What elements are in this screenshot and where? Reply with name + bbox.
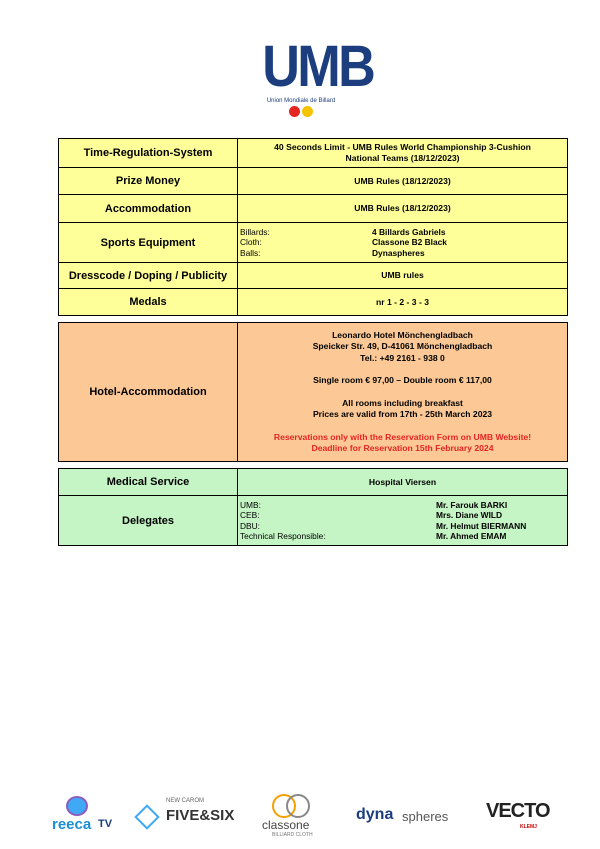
- delegate-org: DBU:: [240, 520, 261, 531]
- reeca-tv-text: TV: [98, 818, 113, 830]
- prize-money-label: Prize Money: [59, 168, 238, 195]
- delegate-org: Technical Responsible:: [240, 531, 326, 541]
- row-accommodation: [59, 195, 568, 223]
- umb-logo-subtitle: Union Mondiale de Billard: [266, 98, 336, 104]
- time-regulation-line2: National Teams (18/12/2023): [345, 153, 460, 163]
- sports-equipment-label: Sports Equipment: [59, 223, 238, 263]
- fivesix-text: FIVE&SIX: [166, 807, 235, 824]
- delegate-name: Mr. Farouk BARKI: [436, 499, 508, 510]
- dresscode-value: UMB rules: [238, 263, 568, 289]
- hotel-value: [238, 323, 568, 462]
- diamond-icon: [134, 804, 159, 829]
- delegate-item: [240, 510, 565, 521]
- vector-logo: [486, 800, 550, 834]
- reservation-warning: Reservations only with the Reservation Form on UMB Website!: [273, 431, 532, 442]
- accommodation-value: UMB Rules (18/12/2023): [238, 195, 568, 223]
- services-table: [58, 468, 568, 546]
- equipment-item: [240, 227, 565, 238]
- umb-logo: [258, 34, 374, 118]
- equipment-key: Cloth:: [240, 237, 262, 248]
- dresscode-label: Dresscode / Doping / Publicity: [59, 263, 238, 289]
- reservation-deadline: Deadline for Reservation 15th February 2024: [311, 443, 494, 453]
- umb-logo-dots: [258, 106, 344, 118]
- time-regulation-line1: 40 Seconds Limit - UMB Rules World Championship 3-Cushion: [274, 142, 531, 152]
- accommodation-label: Accommodation: [59, 195, 238, 223]
- hotel-rates: Single room € 97,00 – Double room € 117,00: [313, 375, 492, 385]
- dynaspheres-logo: [356, 806, 468, 828]
- row-prize-money: [59, 168, 568, 195]
- classone-logo: [260, 792, 326, 838]
- reeca-tv-icon: [66, 796, 88, 816]
- time-regulation-value: [238, 139, 568, 168]
- delegate-item: [240, 500, 565, 511]
- delegate-name: Mr. Ahmed EMAM: [436, 531, 507, 541]
- classone-sub-text: BILLIARD CLOTH: [272, 832, 313, 838]
- reeca-tv-logo: [52, 792, 118, 836]
- equipment-val: Dynaspheres: [372, 247, 425, 258]
- medals-label: Medals: [59, 289, 238, 316]
- hotel-tel: Tel.: +49 2161 - 938 0: [360, 352, 445, 363]
- hotel-address: Speicker Str. 49, D-41061 Mönchengladbach: [312, 341, 493, 351]
- yellow-dot-icon: [302, 106, 313, 117]
- equipment-val: Classone B2 Black: [372, 237, 447, 248]
- sports-equipment-value: [238, 223, 568, 263]
- row-sports-equipment: [59, 223, 568, 263]
- row-medical: [59, 469, 568, 496]
- five-and-six-logo: [136, 798, 244, 834]
- prize-money-value: UMB Rules (18/12/2023): [238, 168, 568, 195]
- medical-value: Hospital Viersen: [238, 469, 568, 496]
- red-dot-icon: [289, 106, 300, 117]
- hotel-validity: Prices are valid from 17th - 25th March 2023: [312, 409, 493, 419]
- time-regulation-label: Time-Regulation-System: [59, 139, 238, 168]
- equipment-item: [240, 248, 565, 259]
- equipment-val: 4 Billards Gabriels: [372, 226, 446, 237]
- hotel-label: Hotel-Accommodation: [59, 323, 238, 462]
- delegates-label: Delegates: [59, 496, 238, 546]
- sponsor-footer: [0, 792, 600, 842]
- dyna-sub-text: spheres: [402, 809, 449, 824]
- medical-label: Medical Service: [59, 469, 238, 496]
- medals-value: nr 1 - 2 - 3 - 3: [238, 289, 568, 316]
- row-delegates: [59, 496, 568, 546]
- vector-sub-text: KLEMJ: [520, 824, 537, 830]
- reeca-text: reeca: [52, 816, 92, 833]
- equipment-key: Billards:: [240, 226, 270, 237]
- vector-text: VECTO: [486, 800, 550, 822]
- delegate-org: UMB:: [240, 499, 261, 510]
- fivesix-top-text: NEW CAROM: [166, 798, 204, 804]
- row-dresscode: [59, 263, 568, 289]
- classone-text: classone: [262, 818, 310, 832]
- delegate-name: Mrs. Diane WILD: [436, 510, 503, 520]
- row-time-regulation: [59, 139, 568, 168]
- delegate-name: Mr. Helmut BIERMANN: [436, 520, 527, 531]
- equipment-key: Balls:: [240, 247, 261, 258]
- row-hotel: [59, 323, 568, 462]
- umb-logo-mark: UMB: [262, 34, 374, 99]
- dyna-text: dyna: [356, 806, 394, 823]
- hotel-breakfast: All rooms including breakfast: [342, 397, 463, 408]
- hotel-table: [58, 322, 568, 462]
- delegate-org: CEB:: [240, 510, 260, 520]
- info-table-yellow: [58, 138, 568, 316]
- equipment-item: [240, 237, 565, 248]
- ring-right-icon: [286, 794, 310, 818]
- hotel-name: Leonardo Hotel Mönchengladbach: [332, 329, 473, 340]
- delegates-value: [238, 496, 568, 546]
- delegate-item: [240, 521, 565, 532]
- row-medals: [59, 289, 568, 316]
- delegate-item: [240, 531, 565, 542]
